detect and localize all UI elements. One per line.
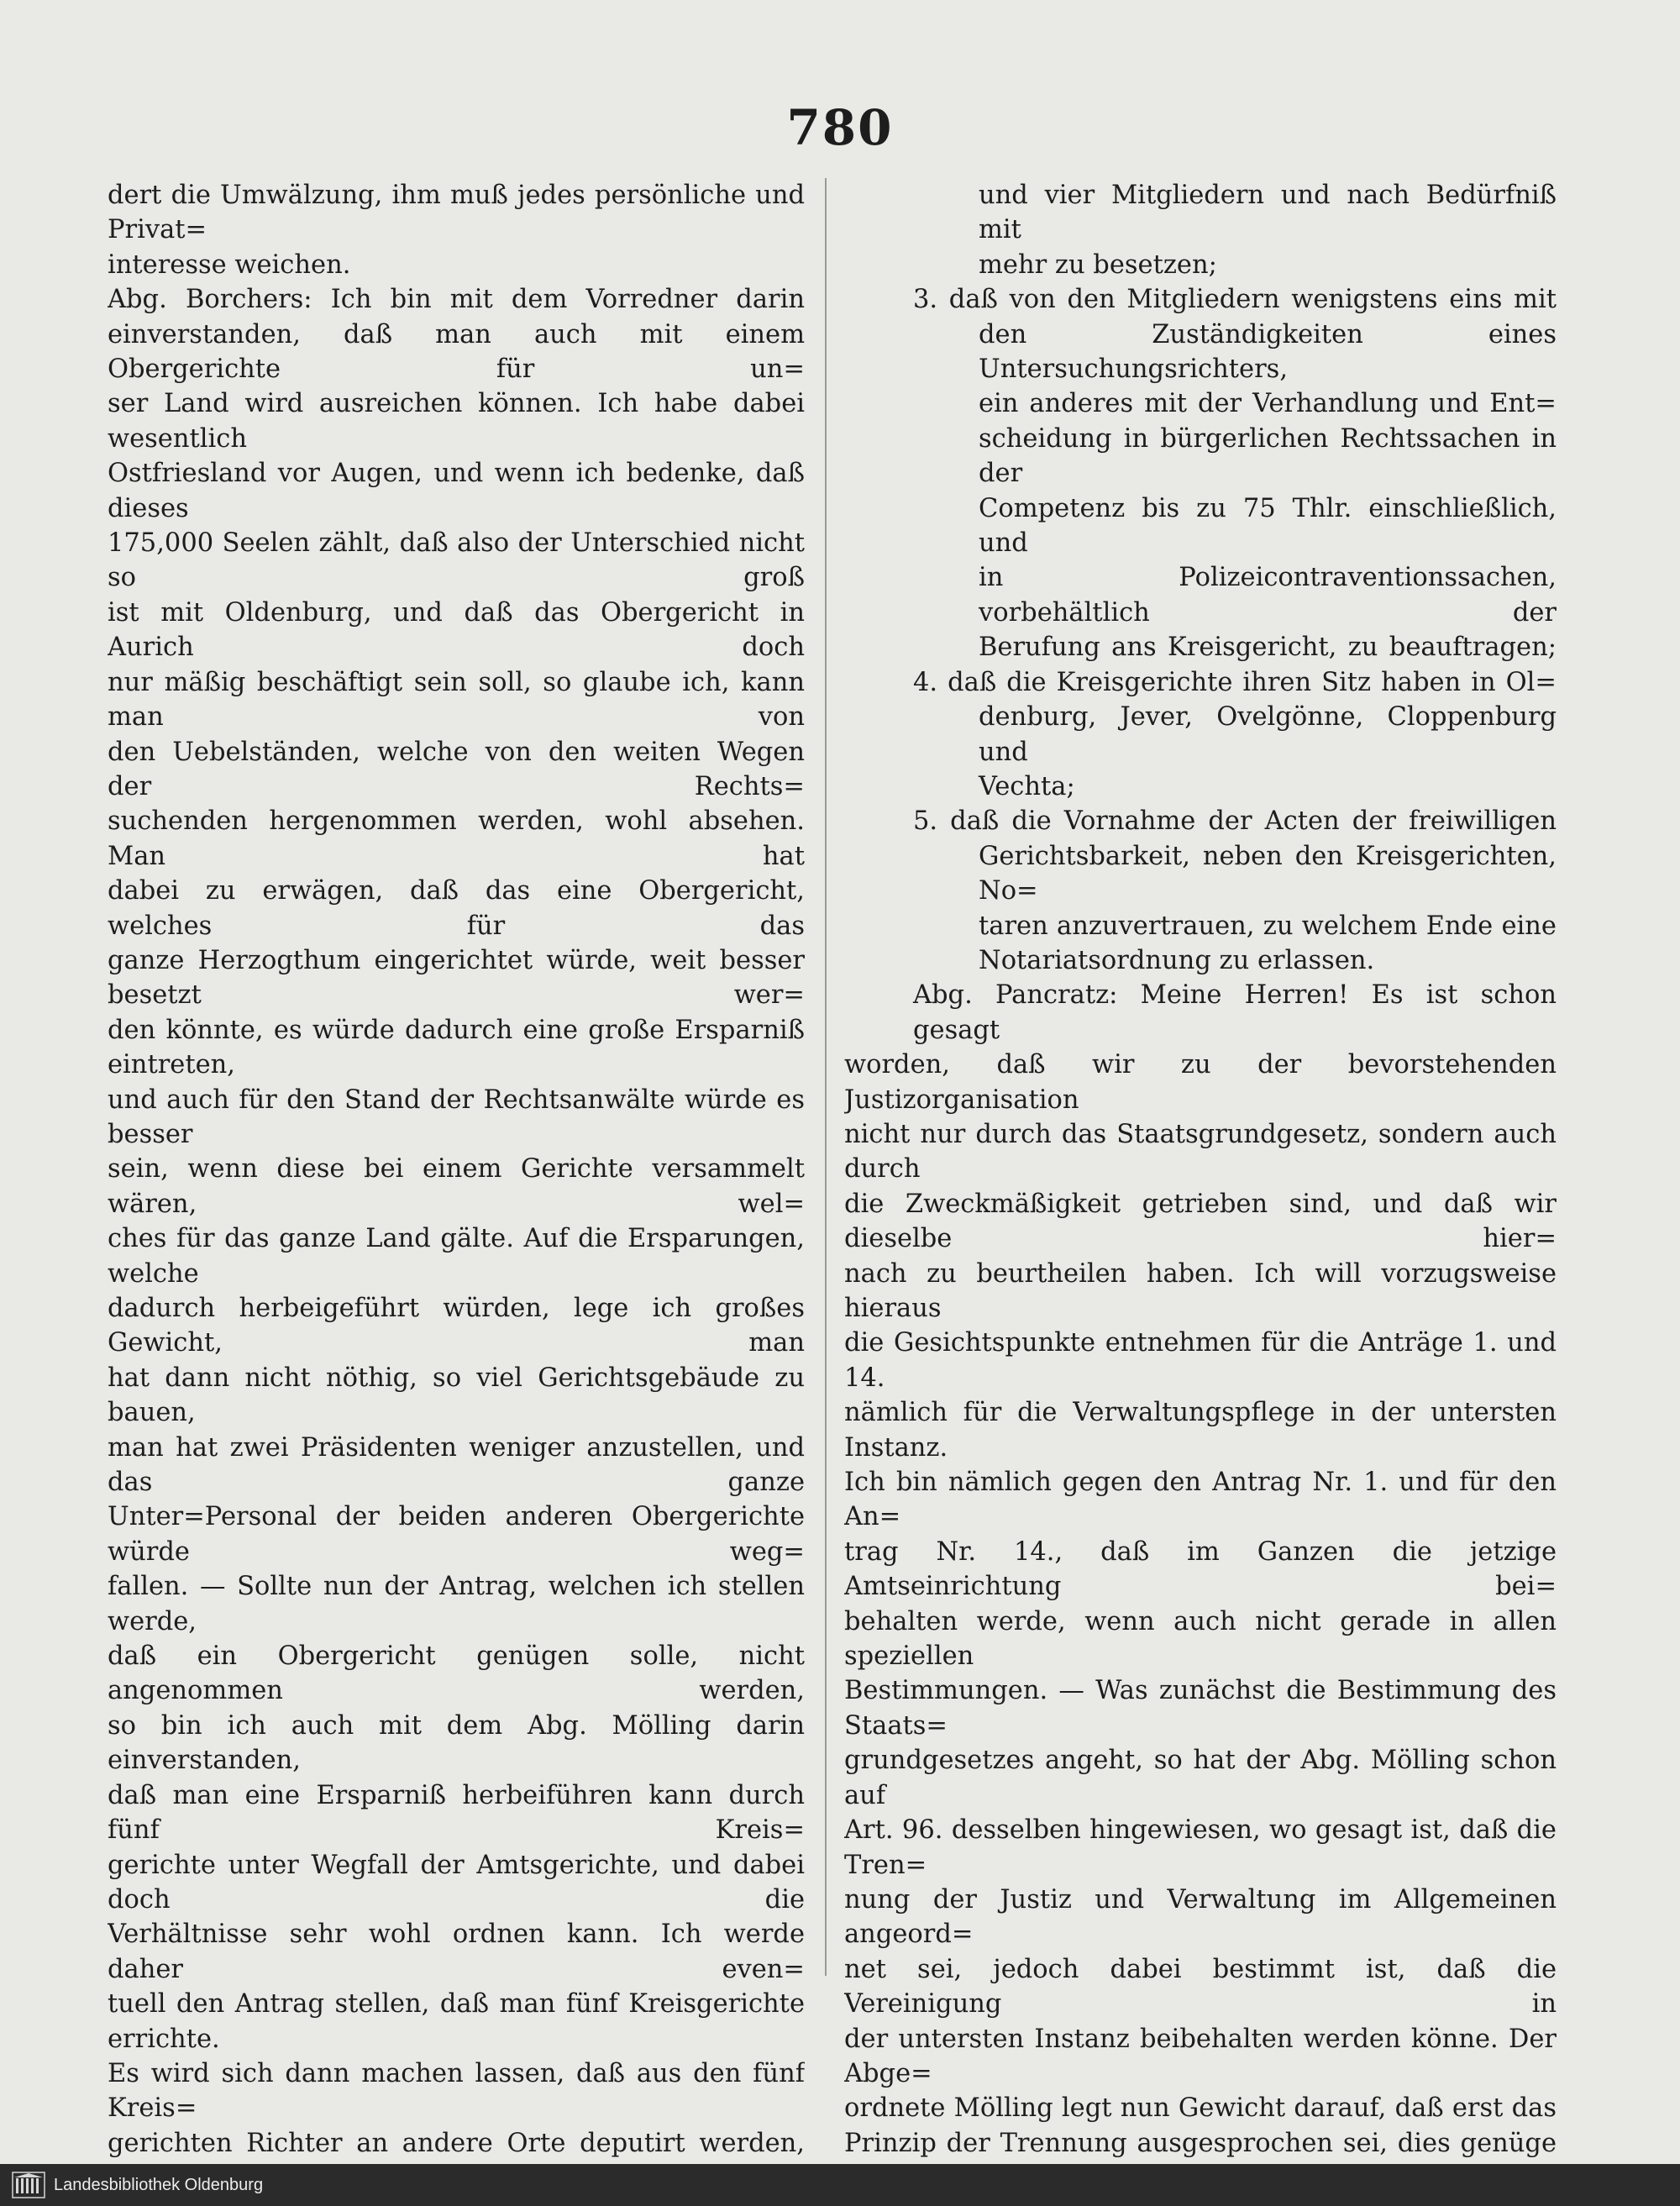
page-number: 780 (786, 99, 894, 156)
text-line: 4. daß die Kreisgerichte ihren Sitz haben in Ol= (913, 667, 1557, 697)
text-line: ordnete Mölling legt nun Gewicht darauf, daß erst das (844, 2093, 1557, 2124)
text-line: worden, daß wir zu der bevorstehenden Justizorganisation (844, 1050, 1557, 1115)
text-line: man hat zwei Präsidenten weniger anzustellen, und das ganze (108, 1432, 805, 1498)
text-line: daß ein Obergericht genügen solle, nicht angenommen werden, (108, 1641, 805, 1706)
text-line: Competenz bis zu 75 Thlr. einschließlich, und (979, 493, 1557, 559)
text-line: Bestimmungen. — Was zunächst die Bestimmung des Staats= (844, 1676, 1557, 1741)
text-line: Abg. Pancratz: Meine Herren! Es ist schon gesagt (913, 980, 1557, 1045)
text-line: Gerichtsbarkeit, neben den Kreisgerichten, No= (979, 841, 1557, 906)
text-line: gerichten Richter an andere Orte deputirt werden, (108, 2128, 805, 2158)
text-line: den könnte, es würde dadurch eine große Ersparniß eintreten, (108, 1015, 805, 1080)
text-line: einverstanden, daß man auch mit einem Obergerichte für un= (108, 319, 805, 385)
text-line: denburg, Jever, Ovelgönne, Cloppenburg und (979, 702, 1557, 767)
text-line: in Polizeicontraventionssachen, vorbehältlich der (979, 563, 1557, 628)
text-line: ganze Herzogthum eingerichtet würde, weit besser besetzt wer= (108, 945, 805, 1011)
text-line: ches für das ganze Land gälte. Auf die Ersparungen, welche (108, 1224, 805, 1289)
text-line: interesse weichen. (108, 249, 351, 280)
text-line: trag Nr. 14., daß im Ganzen die jetzige Amtseinrichtung bei= (844, 1536, 1557, 1602)
text-line: und vier Mitgliedern und nach Bedürfniß mit (979, 181, 1557, 245)
text-line: ein anderes mit der Verhandlung und Ent= (979, 389, 1557, 419)
text-line: die Zweckmäßigkeit getrieben sind, und daß wir dieselbe hier= (844, 1189, 1557, 1254)
text-line: Ich bin nämlich gegen den Antrag Nr. 1. und für den An= (844, 1468, 1557, 1532)
text-line: hat dann nicht nöthig, so viel Gerichtsgebäude zu bauen, (108, 1363, 805, 1428)
text-line: Berufung ans Kreisgericht, zu beauftragen; (979, 633, 1557, 663)
footer-library-name: Landesbibliothek Oldenburg (54, 2176, 264, 2194)
text-line: 3. daß von den Mitgliedern wenigstens eins mit (913, 285, 1557, 315)
text-line: nach zu beurtheilen haben. Ich will vorzugsweise hieraus (844, 1258, 1557, 1323)
text-line: nämlich für die Verwaltungspflege in der untersten Instanz. (844, 1398, 1557, 1463)
text-line: tuell den Antrag stellen, daß man fünf Kreisgerichte errichte. (108, 1989, 805, 2054)
text-line: grundgesetzes angeht, so hat der Abg. Mölling schon auf (844, 1746, 1557, 1810)
text-line: dabei zu erwägen, daß das eine Obergericht, welches für das (108, 876, 805, 941)
text-line: net sei, jedoch dabei bestimmt ist, daß die Vereinigung in (844, 1954, 1557, 2020)
text-line: fallen. — Sollte nun der Antrag, welchen ich stellen werde, (108, 1572, 805, 1636)
text-line: Es wird sich dann machen lassen, daß aus den fünf Kreis= (108, 2058, 805, 2124)
text-line: suchenden hergenommen werden, wohl absehen. Man hat (108, 806, 805, 871)
text-line: der untersten Instanz beibehalten werden könne. Der Abge= (844, 2024, 1557, 2088)
text-line: ist mit Oldenburg, und daß das Obergericht in Aurich doch (108, 597, 805, 663)
text-line: Vechta; (979, 771, 1075, 801)
text-line: dert die Umwälzung, ihm muß jedes persönliche und Privat= (108, 181, 805, 245)
text-line: taren anzuvertrauen, zu welchem Ende eine (979, 911, 1557, 941)
column-divider (825, 178, 827, 1976)
text-line: den Zuständigkeiten eines Untersuchungsrichters, (979, 319, 1557, 385)
text-line: Art. 96. desselben hingewiesen, wo gesagt ist, daß die Tren= (844, 1815, 1557, 1880)
text-line: sein, wenn diese bei einem Gerichte versammelt wären, wel= (108, 1154, 805, 1219)
text-line: gerichte unter Wegfall der Amtsgerichte, und dabei doch die (108, 1850, 805, 1914)
right-column (844, 178, 1557, 2164)
footer-bar (0, 2164, 1680, 2206)
library-logo-icon (12, 2172, 45, 2198)
text-line: 5. daß die Vornahme der Acten der freiwilligen (913, 806, 1557, 837)
text-line: Verhältnisse sehr wohl ordnen kann. Ich werde daher even= (108, 1920, 805, 1984)
text-line: Prinzip der Trennung ausgesprochen sei, dies genüge (844, 2128, 1557, 2158)
text-line: den Uebelständen, welche von den weiten Wegen der Rechts= (108, 737, 805, 801)
text-line: nur mäßig beschäftigt sein soll, so glaube ich, kann man von (108, 667, 805, 733)
text-line: Unter=Personal der beiden anderen Obergerichte würde weg= (108, 1502, 805, 1567)
text-line: die Gesichtspunkte entnehmen für die Anträge 1. und 14. (844, 1328, 1557, 1393)
text-line: scheidung in bürgerlichen Rechtssachen in der (979, 423, 1557, 489)
text-line: und auch für den Stand der Rechtsanwälte würde es besser (108, 1085, 805, 1149)
text-line: nicht nur durch das Staatsgrundgesetz, sondern auch durch (844, 1119, 1557, 1184)
text-line: nung der Justiz und Verwaltung im Allgemeinen angeord= (844, 1884, 1557, 1950)
text-line: dadurch herbeigeführt würden, lege ich großes Gewicht, man (108, 1294, 805, 1358)
text-line: 175,000 Seelen zählt, daß also der Unterschied nicht so groß (108, 528, 805, 593)
text-line: daß man eine Ersparniß herbeiführen kann durch fünf Kreis= (108, 1780, 805, 1846)
text-line: Ostfriesland vor Augen, und wenn ich bedenke, daß dieses (108, 459, 805, 523)
text-line: behalten werde, wenn auch nicht gerade in allen speziellen (844, 1606, 1557, 1672)
text-line: ser Land wird ausreichen können. Ich habe dabei wesentlich (108, 389, 805, 454)
left-column (108, 178, 805, 2164)
text-line: mehr zu besetzen; (979, 249, 1217, 280)
text-line: Abg. Borchers: Ich bin mit dem Vorredner darin (108, 285, 805, 315)
text-line: so bin ich auch mit dem Abg. Mölling darin einverstanden, (108, 1710, 805, 1776)
text-line: Notariatsordnung zu erlassen. (979, 945, 1375, 975)
